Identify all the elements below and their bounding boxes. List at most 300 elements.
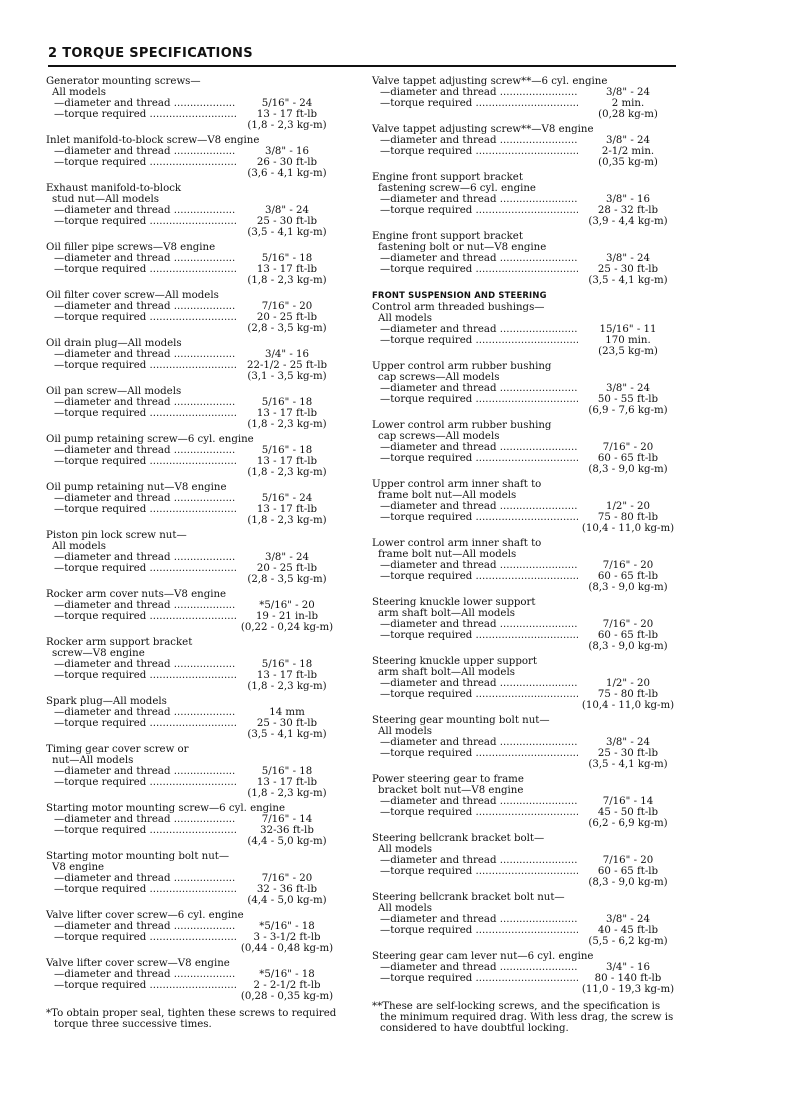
diameter-row: [46, 873, 338, 884]
torque-label: —torque required .....: [46, 408, 236, 419]
thread-value: 15/16" - 11: [599, 324, 657, 335]
spec-title: Spark plug—All models: [46, 696, 167, 707]
torque-value: 75 - 80 ft-lb: [597, 689, 659, 700]
torque-row: [46, 563, 338, 574]
diameter-row: [46, 659, 338, 670]
torque-label: —torque required .....: [372, 571, 578, 582]
thread-value: 7/16" - 20: [261, 873, 313, 884]
torque-label: —torque required .....: [46, 109, 236, 120]
metric-value: (3,5 - 4,1 kg-m): [588, 275, 668, 286]
metric-value: (1,8 - 2,3 kg-m): [247, 467, 327, 478]
metric-value: (10,4 - 11,0 kg-m): [581, 700, 675, 711]
diameter-label: —diameter and thread .....: [46, 969, 236, 980]
diameter-row: [46, 814, 338, 825]
diameter-row: [46, 301, 338, 312]
diameter-label: —diameter and thread .....: [372, 253, 578, 264]
diameter-label: —diameter and thread .....: [46, 600, 236, 611]
torque-label: —torque required .....: [46, 216, 236, 227]
torque-label: —torque required .....: [46, 360, 236, 371]
diameter-row: [46, 552, 338, 563]
footnote-right: **These are self-locking screws, and the specification is the minimum required drag. With less drag, the screw is considered to have doubtful locking.: [372, 1001, 674, 1034]
thread-value: 7/16" - 20: [602, 619, 654, 630]
diameter-label: —diameter and thread .....: [372, 737, 578, 748]
metric-value: (8,3 - 9,0 kg-m): [588, 877, 668, 888]
torque-value: 40 - 45 ft-lb: [597, 925, 659, 936]
spec-title: Lower control arm inner shaft to: [372, 538, 542, 549]
spec-title: Oil filler pipe screws—V8 engine: [46, 242, 216, 253]
torque-value: 19 - 21 in-lb: [255, 611, 319, 622]
footnote-left: *To obtain proper seal, tighten these screws to required torque three successive times.: [46, 1008, 337, 1030]
metric-value: (3,6 - 4,1 kg-m): [247, 168, 327, 179]
thread-value: 14 mm: [269, 707, 305, 718]
torque-label: —torque required .....: [372, 205, 578, 216]
spec-entry: [46, 386, 338, 430]
spec-entry: [372, 420, 678, 475]
right-spec-list-engine: [372, 76, 678, 286]
spec-title: All models: [378, 844, 432, 855]
torque-value: 60 - 65 ft-lb: [597, 866, 659, 877]
torque-value: 26 - 30 ft-lb: [256, 157, 318, 168]
spec-title: Exhaust manifold-to-block: [46, 183, 182, 194]
diameter-label: —diameter and thread .....: [372, 796, 578, 807]
thread-value: 3/8" - 24: [606, 737, 650, 748]
thread-value: 7/16" - 20: [602, 442, 654, 453]
torque-row: [372, 807, 678, 818]
thread-value: 5/16" - 18: [261, 445, 313, 456]
torque-value: 13 - 17 ft-lb: [256, 264, 318, 275]
spec-title: Generator mounting screws—: [46, 76, 201, 87]
spec-entry: [46, 183, 338, 238]
torque-value: 25 - 30 ft-lb: [597, 748, 659, 759]
diameter-row: [372, 855, 678, 866]
metric-value: (8,3 - 9,0 kg-m): [588, 464, 668, 475]
spec-title: Steering gear mounting bolt nut—: [372, 715, 550, 726]
torque-row: [372, 335, 678, 346]
metric-value: (3,1 - 3,5 kg-m): [247, 371, 327, 382]
thread-value: 1/2" - 20: [606, 678, 650, 689]
metric-value: (6,9 - 7,6 kg-m): [588, 405, 668, 416]
diameter-row: [372, 678, 678, 689]
spec-title: Piston pin lock screw nut—: [46, 530, 187, 541]
metric-value: (1,8 - 2,3 kg-m): [247, 788, 327, 799]
spec-title: Oil filter cover screw—All models: [46, 290, 219, 301]
thread-value: 5/16" - 18: [261, 253, 313, 264]
torque-value: 2 - 2-1/2 ft-lb: [253, 980, 321, 991]
torque-value: 25 - 30 ft-lb: [597, 264, 659, 275]
torque-row: [46, 264, 338, 275]
diameter-label: —diameter and thread .....: [46, 301, 236, 312]
spec-entry: [372, 597, 678, 652]
spec-entry: [372, 892, 678, 947]
torque-value: 60 - 65 ft-lb: [597, 630, 659, 641]
left-column: [46, 76, 338, 1030]
thread-value: 3/4" - 16: [265, 349, 309, 360]
diameter-row: [46, 397, 338, 408]
torque-label: —torque required .....: [46, 504, 236, 515]
torque-row: [372, 98, 678, 109]
diameter-label: —diameter and thread .....: [46, 253, 236, 264]
diameter-row: [46, 445, 338, 456]
diameter-label: —diameter and thread .....: [372, 962, 578, 973]
torque-label: —torque required .....: [46, 611, 236, 622]
spec-title: Rocker arm cover nuts—V8 engine: [46, 589, 227, 600]
metric-value: (1,8 - 2,3 kg-m): [247, 275, 327, 286]
torque-value: 170 min.: [605, 335, 651, 346]
spec-entry: [46, 958, 338, 1002]
diameter-row: [46, 146, 338, 157]
torque-label: —torque required .....: [372, 146, 578, 157]
thread-value: 7/16" - 14: [261, 814, 313, 825]
spec-title: Starting motor mounting screw—6 cyl. engine: [46, 803, 286, 814]
diameter-label: —diameter and thread .....: [46, 146, 236, 157]
torque-label: —torque required .....: [46, 670, 236, 681]
diameter-label: —diameter and thread .....: [46, 873, 236, 884]
diameter-label: —diameter and thread .....: [372, 914, 578, 925]
spec-entry: [46, 76, 338, 131]
thread-value: 3/8" - 24: [606, 253, 650, 264]
spec-title: Steering bellcrank bracket bolt nut—: [372, 892, 565, 903]
torque-row: [372, 866, 678, 877]
metric-value: (4,4 - 5,0 kg-m): [247, 895, 327, 906]
diameter-label: —diameter and thread .....: [372, 678, 578, 689]
metric-value: (3,5 - 4,1 kg-m): [247, 729, 327, 740]
torque-row: [372, 205, 678, 216]
spec-title: Timing gear cover screw or: [46, 744, 189, 755]
torque-row: [372, 146, 678, 157]
torque-row: [372, 973, 678, 984]
torque-value: 22-1/2 - 25 ft-lb: [246, 360, 327, 371]
diameter-label: —diameter and thread .....: [46, 205, 236, 216]
torque-label: —torque required .....: [372, 807, 578, 818]
torque-value: 32-36 ft-lb: [260, 825, 314, 836]
spec-title: Oil pump retaining screw—6 cyl. engine: [46, 434, 254, 445]
spec-title: All models: [52, 87, 106, 98]
thread-value: 7/16" - 14: [602, 796, 654, 807]
diameter-row: [46, 969, 338, 980]
spec-title: stud nut—All models: [52, 194, 159, 205]
thread-value: 5/16" - 24: [261, 493, 313, 504]
torque-row: [46, 932, 338, 943]
torque-label: —torque required .....: [372, 630, 578, 641]
spec-entry: [372, 361, 678, 416]
diameter-row: [372, 737, 678, 748]
spec-title: Upper control arm inner shaft to: [372, 479, 542, 490]
diameter-label: —diameter and thread .....: [46, 493, 236, 504]
thread-value: 3/4" - 16: [606, 962, 650, 973]
spec-title: Valve tappet adjusting screw**—6 cyl. engine: [372, 76, 608, 87]
diameter-row: [46, 205, 338, 216]
thread-value: 3/8" - 24: [265, 205, 309, 216]
metric-value: (23,5 kg-m): [598, 346, 658, 357]
torque-row: [372, 453, 678, 464]
torque-row: [372, 630, 678, 641]
diameter-label: —diameter and thread .....: [46, 707, 236, 718]
diameter-label: —diameter and thread .....: [46, 921, 236, 932]
torque-value: 25 - 30 ft-lb: [256, 216, 318, 227]
spec-entry: [46, 744, 338, 799]
diameter-row: [372, 253, 678, 264]
spec-entry: [46, 696, 338, 740]
torque-label: —torque required .....: [46, 980, 236, 991]
diameter-row: [46, 493, 338, 504]
torque-row: [372, 689, 678, 700]
torque-row: [372, 264, 678, 275]
thread-value: 3/8" - 24: [606, 135, 650, 146]
torque-row: [372, 394, 678, 405]
spec-entry: [46, 290, 338, 334]
torque-row: [46, 312, 338, 323]
diameter-label: —diameter and thread .....: [46, 349, 236, 360]
spec-title: Steering knuckle upper support: [372, 656, 537, 667]
spec-title: screw—V8 engine: [52, 648, 145, 659]
metric-value: (5,5 - 6,2 kg-m): [588, 936, 668, 947]
torque-row: [372, 925, 678, 936]
spec-entry: [46, 803, 338, 847]
thread-value: *5/16" - 18: [259, 969, 315, 980]
spec-title: Valve lifter cover screw—6 cyl. engine: [46, 910, 244, 921]
diameter-label: —diameter and thread .....: [372, 194, 578, 205]
diameter-row: [46, 98, 338, 109]
diameter-row: [372, 87, 678, 98]
metric-value: (2,8 - 3,5 kg-m): [247, 574, 327, 585]
section-heading: FRONT SUSPENSION AND STEERING: [372, 290, 547, 300]
spec-title: Power steering gear to frame: [372, 774, 524, 785]
metric-value: (1,8 - 2,3 kg-m): [247, 120, 327, 131]
torque-row: [46, 504, 338, 515]
torque-row: [372, 571, 678, 582]
torque-label: —torque required .....: [372, 689, 578, 700]
torque-label: —torque required .....: [46, 825, 236, 836]
torque-value: 60 - 65 ft-lb: [597, 571, 659, 582]
metric-value: (0,44 - 0,48 kg-m): [240, 943, 334, 954]
diameter-row: [46, 349, 338, 360]
spec-title: frame bolt nut—All models: [378, 549, 517, 560]
torque-row: [46, 408, 338, 419]
torque-label: —torque required .....: [372, 866, 578, 877]
metric-value: (2,8 - 3,5 kg-m): [247, 323, 327, 334]
torque-row: [46, 777, 338, 788]
metric-value: (1,8 - 2,3 kg-m): [247, 419, 327, 430]
diameter-label: —diameter and thread .....: [46, 814, 236, 825]
diameter-label: —diameter and thread .....: [372, 383, 578, 394]
spec-entry: [372, 172, 678, 227]
torque-value: 20 - 25 ft-lb: [256, 563, 318, 574]
spec-title: fastening bolt or nut—V8 engine: [378, 242, 547, 253]
thread-value: *5/16" - 18: [259, 921, 315, 932]
diameter-label: —diameter and thread .....: [46, 659, 236, 670]
spec-title: Engine front support bracket: [372, 172, 523, 183]
diameter-label: —diameter and thread .....: [46, 445, 236, 456]
metric-value: (8,3 - 9,0 kg-m): [588, 641, 668, 652]
torque-label: —torque required .....: [372, 748, 578, 759]
spec-entry: [46, 589, 338, 633]
spec-title: fastening screw—6 cyl. engine: [378, 183, 536, 194]
spec-title: Oil pump retaining nut—V8 engine: [46, 482, 227, 493]
thread-value: 7/16" - 20: [602, 855, 654, 866]
spec-entry: [372, 231, 678, 286]
spec-title: All models: [378, 903, 432, 914]
diameter-row: [372, 796, 678, 807]
torque-row: [46, 670, 338, 681]
spec-title: Upper control arm rubber bushing: [372, 361, 552, 372]
torque-row: [46, 456, 338, 467]
diameter-row: [46, 600, 338, 611]
page-title: TORQUE SPECIFICATIONS: [62, 46, 253, 61]
diameter-label: —diameter and thread .....: [372, 135, 578, 146]
torque-label: —torque required .....: [372, 925, 578, 936]
thread-value: 3/8" - 16: [265, 146, 309, 157]
right-column: [372, 76, 678, 1034]
spec-entry: [372, 76, 678, 120]
diameter-label: —diameter and thread .....: [372, 619, 578, 630]
thread-value: 3/8" - 24: [606, 383, 650, 394]
thread-value: 7/16" - 20: [602, 560, 654, 571]
torque-label: —torque required .....: [46, 884, 236, 895]
spec-entry: [372, 302, 678, 357]
torque-value: 32 - 36 ft-lb: [256, 884, 318, 895]
torque-label: —torque required .....: [46, 264, 236, 275]
metric-value: (0,22 - 0,24 kg-m): [240, 622, 334, 633]
torque-label: —torque required .....: [372, 98, 578, 109]
torque-value: 28 - 32 ft-lb: [597, 205, 659, 216]
spec-title: Oil pan screw—All models: [46, 386, 182, 397]
diameter-label: —diameter and thread .....: [372, 501, 578, 512]
torque-value: 13 - 17 ft-lb: [256, 408, 318, 419]
spec-title: Valve lifter cover screw—V8 engine: [46, 958, 230, 969]
torque-label: —torque required .....: [46, 157, 236, 168]
diameter-row: [372, 914, 678, 925]
spec-title: Inlet manifold-to-block screw—V8 engine: [46, 135, 260, 146]
metric-value: (0,28 kg-m): [598, 109, 658, 120]
spec-title: Starting motor mounting bolt nut—: [46, 851, 230, 862]
diameter-label: —diameter and thread .....: [46, 98, 236, 109]
metric-value: (3,5 - 4,1 kg-m): [588, 759, 668, 770]
spec-title: Steering knuckle lower support: [372, 597, 536, 608]
torque-value: 20 - 25 ft-lb: [256, 312, 318, 323]
spec-title: Steering bellcrank bracket bolt—: [372, 833, 545, 844]
spec-title: frame bolt nut—All models: [378, 490, 517, 501]
torque-row: [46, 109, 338, 120]
spec-entry: [372, 538, 678, 593]
torque-label: —torque required .....: [372, 264, 578, 275]
diameter-row: [46, 253, 338, 264]
right-spec-list-suspension: [372, 302, 678, 995]
spec-title: nut—All models: [52, 755, 134, 766]
metric-value: (11,0 - 19,3 kg-m): [581, 984, 675, 995]
diameter-label: —diameter and thread .....: [46, 552, 236, 563]
spec-entry: [372, 715, 678, 770]
metric-value: (0,28 - 0,35 kg-m): [240, 991, 334, 1002]
torque-value: 2 min.: [611, 98, 645, 109]
thread-value: 5/16" - 18: [261, 659, 313, 670]
torque-value: 60 - 65 ft-lb: [597, 453, 659, 464]
page-number: 2: [48, 46, 58, 61]
torque-row: [46, 718, 338, 729]
thread-value: 5/16" - 24: [261, 98, 313, 109]
spec-title: Rocker arm support bracket: [46, 637, 193, 648]
torque-row: [46, 884, 338, 895]
torque-row: [46, 825, 338, 836]
torque-label: —torque required .....: [372, 453, 578, 464]
spec-title: Steering gear cam lever nut—6 cyl. engine: [372, 951, 594, 962]
diameter-label: —diameter and thread .....: [46, 397, 236, 408]
spec-entry: [372, 656, 678, 711]
spec-entry: [46, 482, 338, 526]
spec-title: Lower control arm rubber bushing: [372, 420, 552, 431]
torque-value: 13 - 17 ft-lb: [256, 670, 318, 681]
metric-value: (1,8 - 2,3 kg-m): [247, 681, 327, 692]
metric-value: (3,9 - 4,4 kg-m): [588, 216, 668, 227]
torque-value: 80 - 140 ft-lb: [594, 973, 662, 984]
torque-label: —torque required .....: [46, 777, 236, 788]
spec-entry: [372, 833, 678, 888]
torque-label: —torque required .....: [46, 563, 236, 574]
torque-label: —torque required .....: [46, 312, 236, 323]
torque-value: 13 - 17 ft-lb: [256, 109, 318, 120]
spec-entry: [46, 637, 338, 692]
torque-row: [46, 611, 338, 622]
diameter-label: —diameter and thread .....: [372, 87, 578, 98]
torque-value: 13 - 17 ft-lb: [256, 504, 318, 515]
spec-entry: [46, 434, 338, 478]
metric-value: (4,4 - 5,0 kg-m): [247, 836, 327, 847]
spec-title: Oil drain plug—All models: [46, 338, 182, 349]
torque-row: [46, 157, 338, 168]
torque-value: 45 - 50 ft-lb: [597, 807, 659, 818]
diameter-row: [46, 766, 338, 777]
thread-value: 1/2" - 20: [606, 501, 650, 512]
page-header: [48, 46, 676, 67]
metric-value: (3,5 - 4,1 kg-m): [247, 227, 327, 238]
spec-title: cap screws—All models: [378, 372, 500, 383]
metric-value: (1,8 - 2,3 kg-m): [247, 515, 327, 526]
torque-row: [372, 748, 678, 759]
diameter-row: [46, 707, 338, 718]
spec-title: cap screws—All models: [378, 431, 500, 442]
spec-title: Control arm threaded bushings—: [372, 302, 545, 313]
metric-value: (0,35 kg-m): [598, 157, 658, 168]
metric-value: (8,3 - 9,0 kg-m): [588, 582, 668, 593]
torque-label: —torque required .....: [372, 335, 578, 346]
spec-entry: [372, 479, 678, 534]
torque-value: 13 - 17 ft-lb: [256, 777, 318, 788]
diameter-row: [372, 194, 678, 205]
spec-title: V8 engine: [52, 862, 105, 873]
torque-value: 2-1/2 min.: [601, 146, 655, 157]
diameter-row: [372, 962, 678, 973]
thread-value: 3/8" - 24: [265, 552, 309, 563]
spec-title: Engine front support bracket: [372, 231, 523, 242]
thread-value: 3/8" - 24: [606, 914, 650, 925]
torque-row: [372, 512, 678, 523]
spec-title: arm shaft bolt—All models: [378, 667, 515, 678]
spec-title: bracket bolt nut—V8 engine: [378, 785, 524, 796]
spec-title: All models: [378, 726, 432, 737]
spec-entry: [46, 338, 338, 382]
torque-label: —torque required .....: [46, 932, 236, 943]
torque-value: 13 - 17 ft-lb: [256, 456, 318, 467]
spec-entry: [46, 910, 338, 954]
diameter-row: [372, 560, 678, 571]
torque-value: 75 - 80 ft-lb: [597, 512, 659, 523]
torque-row: [46, 980, 338, 991]
thread-value: 7/16" - 20: [261, 301, 313, 312]
thread-value: 5/16" - 18: [261, 766, 313, 777]
torque-value: 50 - 55 ft-lb: [597, 394, 659, 405]
torque-label: —torque required .....: [372, 394, 578, 405]
metric-value: (10,4 - 11,0 kg-m): [581, 523, 675, 534]
diameter-row: [46, 921, 338, 932]
